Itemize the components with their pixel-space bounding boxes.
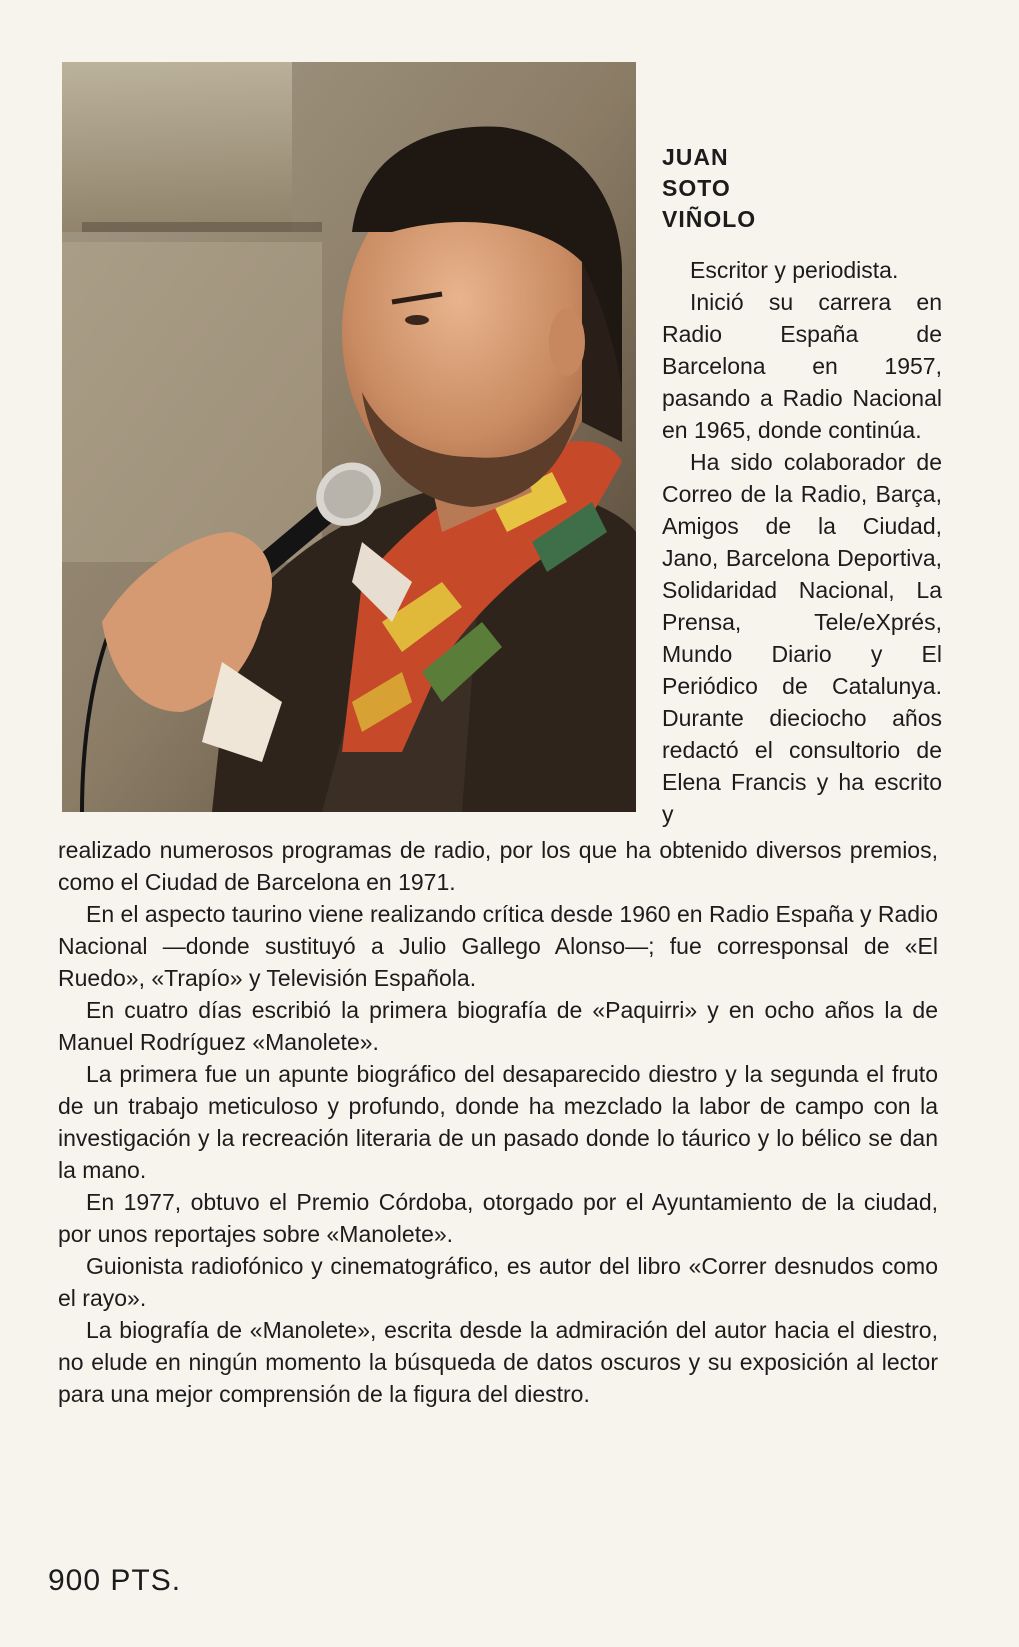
author-name [662,142,756,235]
author-name-line: JUAN [662,144,729,170]
bio-paragraph: Guionista radiofónico y cinematográfico, es autor del libro «Correr desnudos como el rayo». [58,1253,938,1311]
author-portrait-image [62,62,636,812]
price-label: 900 PTS. [48,1564,182,1597]
bio-paragraph: La biografía de «Manolete», escrita desde la admiración del autor hacia el diestro, no elude en ningún momento la búsqueda de datos oscuros y su exposición al lector para una mejor comprensión de la figura del diestro. [58,1317,938,1407]
bio-column [662,254,942,830]
bio-paragraph: En el aspecto taurino viene realizando crítica desde 1960 en Radio España y Radio Nacional —donde sustituyó a Julio Gallego Alonso—; fue corresponsal de «El Ruedo», «Trapío» y Televisión Española. [58,901,938,991]
bio-paragraph: Ha sido colaborador de Correo de la Radio, Barça, Amigos de la Ciudad, Jano, Barcelona Deportiva, Solidaridad Nacional, La Prensa, Tele/eXprés, Mundo Diario y El Periódico de Catalunya. Durante dieciocho años redactó el consultorio de Elena Francis y ha escrito y [662,449,942,827]
author-name-line: VIÑOLO [662,206,757,232]
bio-paragraph: En cuatro días escribió la primera biografía de «Paquirri» y en ocho años la de Manuel Rodríguez «Manolete». [58,997,938,1055]
bio-paragraph: En 1977, obtuvo el Premio Córdoba, otorgado por el Ayuntamiento de la ciudad, por unos reportajes sobre «Manolete». [58,1189,938,1247]
bio-paragraph: Inició su carrera en Radio España de Barcelona en 1957, pasando a Radio Nacional en 1965, donde continúa. [662,289,942,443]
author-photo [62,62,636,812]
bio-paragraph: La primera fue un apunte biográfico del desaparecido diestro y la segunda el fruto de un trabajo meticuloso y profundo, donde ha mezclado la labor de campo con la investigación y la recreación literaria de un pasado donde lo táurico y lo bélico se dan la mano. [58,1061,938,1183]
author-name-line: SOTO [662,175,731,201]
bio-paragraph-continued: realizado numerosos programas de radio, por los que ha obtenido diversos premios, como el Ciudad de Barcelona en 1971. [58,837,938,895]
bio-full-width [58,834,938,1410]
bio-paragraph: Escritor y periodista. [690,257,899,283]
